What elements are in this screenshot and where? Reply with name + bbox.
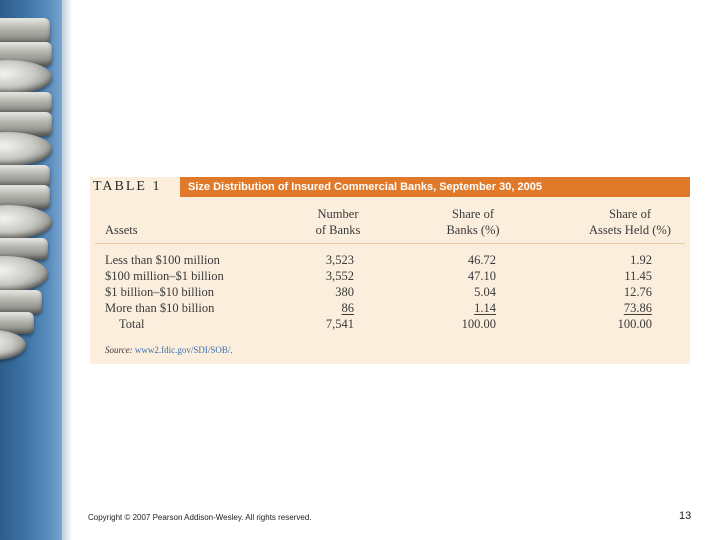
coin-stack-image bbox=[0, 18, 50, 44]
coin-stack-image bbox=[0, 290, 42, 314]
table-row-share-banks: 47.10 bbox=[467, 269, 496, 283]
page-number: 13 bbox=[679, 510, 692, 522]
table-panel bbox=[90, 177, 690, 364]
column-header-assets bbox=[105, 222, 138, 238]
table-row-share-assets: 11.45 bbox=[624, 269, 652, 283]
table-row-assets: $100 million–$1 billion bbox=[105, 269, 224, 283]
table-label: TABLE 1 bbox=[90, 177, 180, 197]
table-row-share-assets: 100.00 bbox=[617, 317, 652, 331]
table-row-share-banks: 100.00 bbox=[461, 317, 496, 331]
source-link[interactable]: www2.fdic.gov/SDI/SOB/. bbox=[134, 345, 233, 355]
column-header-share-banks-line2: Banks (%) bbox=[446, 223, 500, 237]
table-row-number: 3,552 bbox=[325, 269, 354, 283]
table-row-assets: More than $10 billion bbox=[105, 301, 215, 315]
column-header-share-banks-line1: Share of bbox=[452, 207, 494, 221]
table-row-total-label: Total bbox=[119, 317, 145, 331]
table-row-share-banks: 5.04 bbox=[474, 285, 496, 299]
table-row-share-assets: 12.76 bbox=[623, 285, 652, 299]
decorative-coin-band bbox=[0, 0, 62, 540]
column-header-share-assets-line1: Share of bbox=[609, 207, 651, 221]
column-header-number bbox=[312, 206, 364, 238]
table-row-number: 3,523 bbox=[325, 253, 354, 267]
copyright-notice: Copyright © 2007 Pearson Addison-Wesley. All rights reserved. bbox=[88, 513, 312, 522]
table-header-bar bbox=[90, 177, 690, 197]
table-row-assets: $1 billion–$10 billion bbox=[105, 285, 215, 299]
table-row-share-assets bbox=[590, 300, 652, 316]
table-row-share-assets: 1.92 bbox=[630, 253, 652, 267]
coin-stack-image bbox=[0, 92, 52, 114]
column-header-share-banks bbox=[440, 206, 506, 238]
column-header-assets-label: Assets bbox=[105, 223, 138, 237]
column-header-number-line2: of Banks bbox=[315, 223, 361, 237]
table-row-number: 380 bbox=[335, 285, 354, 299]
coin-stack-image bbox=[0, 205, 52, 239]
coin-stack-image bbox=[0, 165, 50, 187]
table-row-share-assets-value: 73.86 bbox=[623, 301, 652, 315]
column-header-number-line1: Number bbox=[317, 207, 359, 221]
table-row-number: 7,541 bbox=[325, 317, 354, 331]
column-header-share-assets-line2: Assets Held (%) bbox=[589, 223, 671, 237]
band-edge-shadow bbox=[62, 0, 72, 540]
table-row-number-value: 86 bbox=[341, 301, 354, 315]
table-title: Size Distribution of Insured Commercial Banks, September 30, 2005 bbox=[188, 181, 542, 193]
column-header-share-assets bbox=[583, 206, 677, 238]
source-label: Source: bbox=[105, 345, 133, 355]
header-divider bbox=[95, 243, 685, 244]
coin-stack-image bbox=[0, 330, 26, 360]
table-row-share-banks: 46.72 bbox=[467, 253, 496, 267]
table-source bbox=[105, 345, 233, 355]
coin-stack-image bbox=[0, 256, 48, 292]
table-row-assets: Less than $100 million bbox=[105, 253, 220, 267]
coin-stack-image bbox=[0, 132, 52, 166]
table-row-number bbox=[300, 300, 354, 316]
table-row-share-banks bbox=[440, 300, 496, 316]
table-row-share-banks-value: 1.14 bbox=[474, 301, 496, 315]
